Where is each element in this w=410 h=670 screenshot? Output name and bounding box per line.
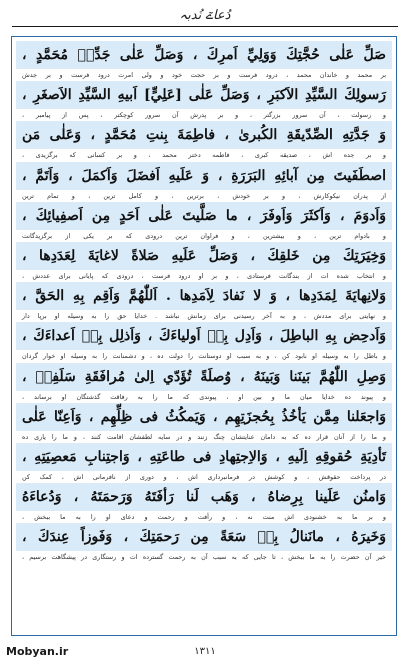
arabic-line: وَاجعَلنا مِمَّن يَأخُذُ بِحُجزَتِهِم ، وَيَمكُثُ فى ظِلِّهِم ، وَاَعِنّا عَلٰى	[16, 403, 392, 431]
persian-translation: و بادوام ترین ، و بیشترین ، و فراوان ترین درودی که بر یکی از برگزیدگانت	[22, 231, 386, 240]
verse-block	[16, 523, 392, 563]
header-divider	[12, 26, 398, 27]
verse-block	[16, 121, 392, 161]
arabic-line: وَ جَدَّتِهِ الصِّدّيقَةِ الكُبرىٰ ، فاطِمَةَ بِنتِ مُحَمَّدٍ ، وَعَلٰى مَن	[16, 121, 392, 149]
verse-block	[16, 162, 392, 202]
arabic-line: وَامنُن عَلَينا بِرِضاهُ ، وَهَب لَنا رَأفَتَهُ وَرَحمَتَهُ ، وَدُعاءَهُ	[16, 483, 392, 511]
verse-block	[16, 282, 392, 322]
persian-translation: و پیوند ده خدایا میان ما و بین او ، پیوندی که ما را به رفاقت گذشتگان او برساند ،	[22, 392, 386, 401]
persian-translation: در پرداخت حقوقش ، و کوشش در فرمانبرداری اش ، و دوری از نافرمانی اش ، کمک کن	[22, 472, 386, 481]
verse-block	[16, 322, 392, 362]
prayer-text-frame	[11, 36, 397, 636]
arabic-line: وَخِيَرَتِكَ مِن خَلقِكَ ، وَصَلِّ عَلَيهِ صَلاةً لاغايَةَ لِعَدَدِها ،	[16, 242, 392, 270]
verse-block	[16, 242, 392, 282]
persian-translation: از پدران نیکوکارش ، و بر خودش ، برترین ، و کامل ترین ، و تمام ترین	[22, 191, 386, 200]
verse-block	[16, 41, 392, 81]
verse-block	[16, 363, 392, 403]
verse-block	[16, 443, 392, 483]
verse-block	[16, 403, 392, 443]
site-logo[interactable]: Mobyan.ir	[6, 645, 69, 658]
persian-translation: و نهایتی برای مددش ، و به آخر رسیدنی برای زمانش نباشد . خدایا حق را به وسیله او برپا دار	[22, 312, 386, 321]
arabic-line: وَاَدوَمَ ، وَاَكثَرَ وَاَوفَرَ ، ما صَلَّيتَ عَلٰى اَحَدٍ مِن اَصفِيائِكَ ،	[16, 202, 392, 230]
arabic-line: صَلِّ عَلٰى حُجَّتِكَ وَوَلِيِّ اَمرِكَ ، وَصَلِّ عَلٰى جَدِّهٖ مُحَمَّدٍ ،	[16, 41, 392, 69]
arabic-line: وَصِلِ اللّٰهُمَّ بَينَنا وَبَينَهُ ، وُصلَةً تُؤَدّي اِلىٰ مُرافَقَةِ سَلَفِهٖ ،	[16, 363, 392, 391]
verse-block	[16, 202, 392, 242]
persian-translation: خیر آن حضرت را به ما ببخش ، تا جایی که به سبب آن به رحمت گسترده ات و رستگاری در پیشگاهت برسیم ،	[22, 553, 386, 562]
arabic-line: تَأدِيَةِ حُقوقِهِ اِلَيهِ ، وَالاِجتِهادِ فى طاعَتِهِ ، وَاجتِنابِ مَعصِيَتِهِ ،	[16, 443, 392, 471]
persian-translation: بر محمد و خاندان محمد ، درود فرست و بر حجت خود و ولی امرت درود فرست و بر جدش	[22, 71, 386, 79]
persian-translation: و رسولت ، آن سرور بزرگتر ، و بر پدرش آن سرور کوچکتر ، پس از پیامبر ،	[22, 111, 386, 120]
persian-translation: و انتخاب شده ات از بندگانت فرستادی ، و بر او درود فرست ، درودی که پایانی برای عددش ،	[22, 271, 386, 280]
persian-translation: و باطل را به وسیله او نابود کن ، و به سبب او دوستانت را دولت ده ، و دشمنانت را به وسیله او خوار گردان	[22, 352, 386, 361]
arabic-line: وَلانِهايَةَ لِمَدَدِها ، وَ لا نَفادَ لِاَمَدِها . اَللّٰهُمَّ وَاَقِم بِهِ الحَقَّ ،	[16, 282, 392, 310]
arabic-line: اصطَفَيتَ مِن آبائِهِ البَرَرَةِ ، وَ عَلَيهِ اَفضَلَ وَاَكمَلَ ، وَاَتَمَّ ،	[16, 162, 392, 190]
arabic-line: وَخَيرَهُ ، مانَنالُ بِهٖ سَعَةً مِن رَحمَتِكَ ، وَفَوزاً عِندَكَ ،	[16, 523, 392, 551]
page-number: ۱۳۱۱	[194, 646, 216, 657]
persian-translation: و ما را از آنان قرار ده که به دامان عنایتشان چنگ زنند و در سایه لطفشان اقامت کنند ، و ما را یاری ده	[22, 432, 386, 441]
arabic-line: رَسولِكَ السَّيِّدِ الاَكبَرِ ، وَصَلِّ عَلٰى [عَلِيٍّ] اَبيهِ السَّيِّدِ الاَصغَرِ ،	[16, 81, 392, 109]
persian-translation: و بر جده اش ، صدیقه کبری ، فاطمه دختر محمد ، و بر کسانی که برگزیدی ،	[22, 151, 386, 160]
verse-block	[16, 483, 392, 523]
verse-block	[16, 81, 392, 121]
page-header-title: دُعاےٓ نُدبہ	[179, 8, 231, 23]
persian-translation: و بر ما به خشنودی اش منت نه ، و رأفت و رحمت و دعای او را به ما ببخش ،	[22, 513, 386, 522]
arabic-line: وَاَدحِض بِهِ الباطِلَ ، وَاَدِل بِهٖ اَولياءَكَ ، وَاَذلِل بِهٖ اَعداءَكَ ،	[16, 322, 392, 350]
